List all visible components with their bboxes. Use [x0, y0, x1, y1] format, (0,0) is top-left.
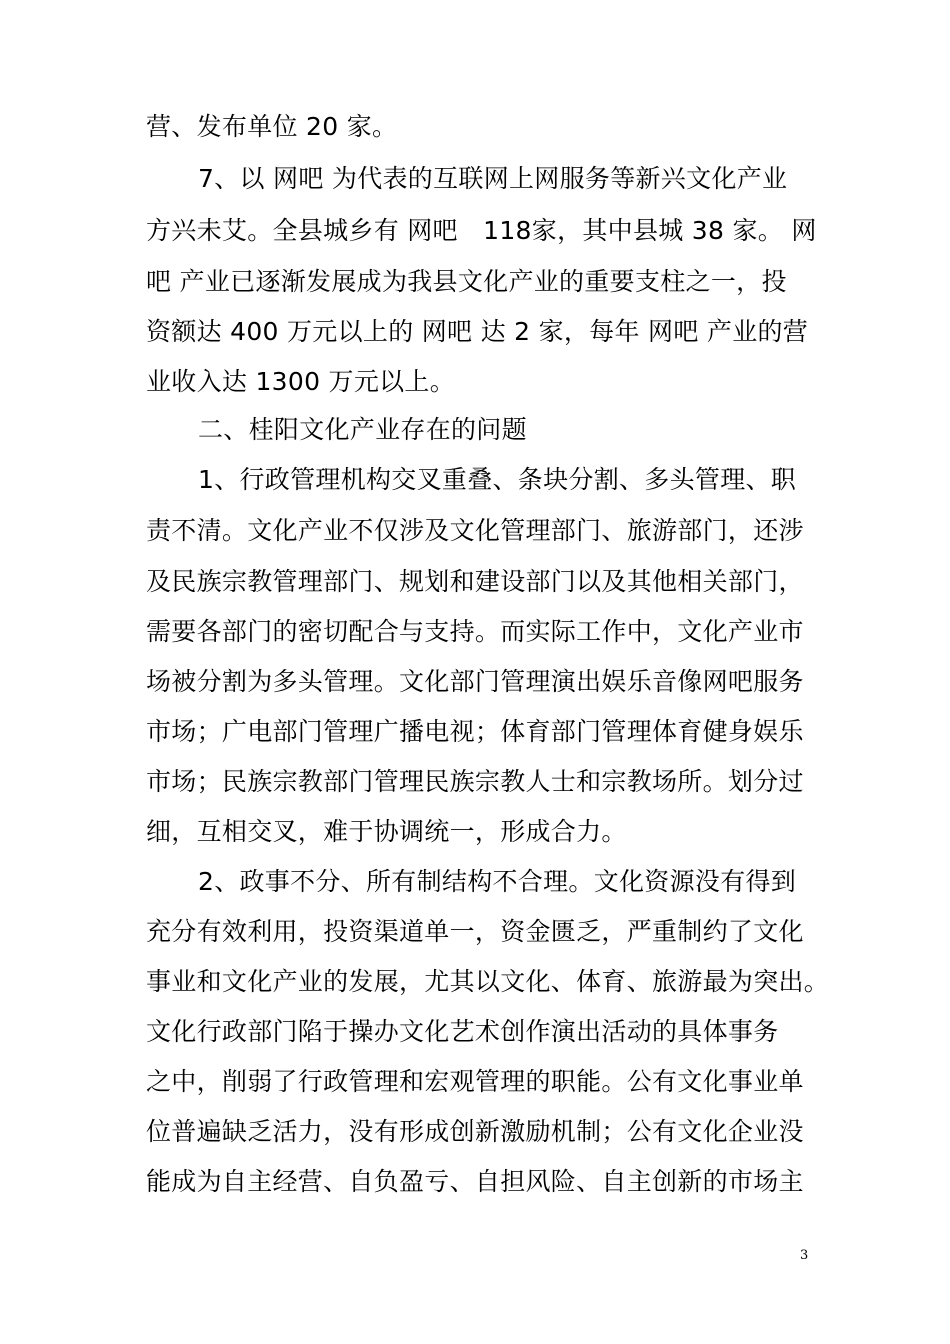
text-line: 之中，削弱了行政管理和宏观管理的职能。公有文化事业单	[146, 1067, 804, 1096]
text-line: 文化行政部门陷于操办文化艺术创作演出活动的具体事务	[146, 1017, 779, 1046]
text-line: 业收入达 1300 万元以上。	[146, 367, 456, 396]
text-line: 吧 产业已逐渐发展成为我县文化产业的重要支柱之一，投	[146, 267, 787, 296]
text-line: 能成为自主经营、自负盈亏、自担风险、自主创新的市场主	[146, 1167, 804, 1196]
text-line: 事业和文化产业的发展，尤其以文化、体育、旅游最为突出。	[146, 967, 830, 996]
text-line: 场被分割为多头管理。文化部门管理演出娱乐音像网吧服务	[146, 667, 804, 696]
page-number: 3	[800, 1248, 809, 1263]
text-line: 责不清。文化产业不仅涉及文化管理部门、旅游部门，还涉	[146, 516, 804, 545]
text-line: 充分有效利用，投资渠道单一，资金匮乏，严重制约了文化	[146, 917, 804, 946]
section-heading: 二、桂阳文化产业存在的问题	[198, 415, 527, 444]
text-line: 及民族宗教管理部门、规划和建设部门以及其他相关部门，	[146, 567, 804, 596]
text-line: 营、发布单位 20 家。	[146, 112, 398, 141]
text-line: 市场；民族宗教部门管理民族宗教人士和宗教场所。划分过	[146, 767, 804, 796]
text-line: 方兴未艾。全县城乡有 网吧 118家，其中县城 38 家。 网	[146, 216, 817, 245]
text-line: 资额达 400 万元以上的 网吧 达 2 家，每年 网吧 产业的营	[146, 317, 809, 346]
paragraph-first-line: 1、行政管理机构交叉重叠、条块分割、多头管理、职	[198, 465, 797, 494]
paragraph-first-line: 2、政事不分、所有制结构不合理。文化资源没有得到	[198, 867, 797, 896]
paragraph-first-line: 7、以 网吧 为代表的互联网上网服务等新兴文化产业	[198, 164, 788, 193]
text-line: 位普遍缺乏活力，没有形成创新激励机制；公有文化企业没	[146, 1117, 804, 1146]
text-line: 市场；广电部门管理广播电视；体育部门管理体育健身娱乐	[146, 717, 804, 746]
text-line: 细，互相交叉，难于协调统一，形成合力。	[146, 817, 627, 846]
text-line: 需要各部门的密切配合与支持。而实际工作中，文化产业市	[146, 617, 804, 646]
